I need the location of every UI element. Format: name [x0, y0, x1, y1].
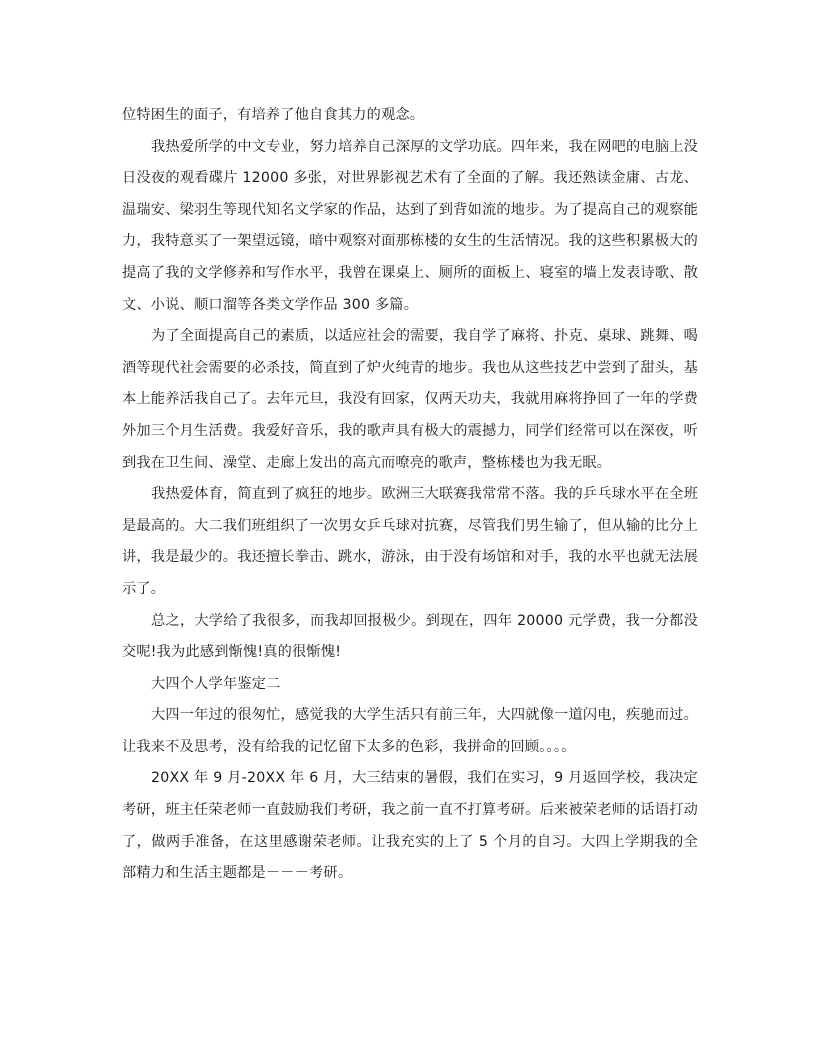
paragraph-continuation: 位特困生的面子，有培养了他自食其力的观念。: [122, 107, 425, 123]
section-heading: 大四个人学年鉴定二: [151, 675, 281, 692]
paragraph-exam-prep: 20XX 年 9 月-20XX 年 6 月，大三结束的暑假，我们在实习，9 月返回学校，我决定考研，班主任荣老师一直鼓励我们考研，我之前一直不打算考研。后来被荣老师的话语打动了，做两手准备，在这里感谢荣老师。让我充实的上了 5 个月的自习。大四上学期我的全部精力和生活主题都是－－－考研。: [122, 770, 698, 882]
paragraph-summary: 总之，大学给了我很多，而我却回报极少。到现在，四年 20000 元学费，我一分都没交呢!我为此感到惭愧!真的很惭愧!: [122, 612, 698, 661]
document-body: [122, 100, 698, 890]
paragraph-sports: 我热爱体育，简直到了疯狂的地步。欧洲三大联赛我常常不落。我的乒乓球水平在全班是最高的。大二我们班组织了一次男女乒乓球对抗赛，尽管我们男生输了，但从输的比分上讲，我是最少的。我还擅长拳击、跳水，游泳，由于没有场馆和对手，我的水平也就无法展 示了。: [122, 486, 698, 597]
paragraph-senior-year: 大四一年过的很匆忙，感觉我的大学生活只有前三年，大四就像一道闪电，疾驰而过。让我来不及思考，没有给我的记忆留下太多的色彩，我拼命的回顾。。。。: [122, 707, 698, 755]
paragraph-skills: 为了全面提高自己的素质，以适应社会的需要，我自学了麻将、扑克、桌球、跳舞、喝酒等现代社会需要的必杀技，简直到了炉火纯青的地步。我也从这些技艺中尝到了甜头，基本上能养活我自己了。去年元旦，我没有回家，仅两天功夫，我就用麻将挣回了一年的学费外加三个月生活费。我爱好音乐，我的歌声具有极大的震撼力，同学们经常可以在深夜，听到我在卫生间、澡堂、走廊上发出的高亢而嘹亮的歌声，整栋楼也为我无眠。: [122, 328, 698, 471]
paragraph-literature: 我热爱所学的中文专业，努力培养自己深厚的文学功底。四年来，我在网吧的电脑上没日没夜的观看碟片 12000 多张，对世界影视艺术有了全面的了解。我还熟读金庸、古龙、温瑞安、梁羽生等现代知名文学家的作品，达到了到背如流的地步。为了提高自己的观察能力，我特意买了一架望远镜，暗中观察对面那栋楼的女生的生活情况。我的这些积累极大的提高了我的文学修养和写作水平，我曾在课桌上、厕所的面板上、寝室的墙上发表诗歌、散文、小说、顺口溜等各类文学作品 300 多篇。: [122, 138, 698, 313]
